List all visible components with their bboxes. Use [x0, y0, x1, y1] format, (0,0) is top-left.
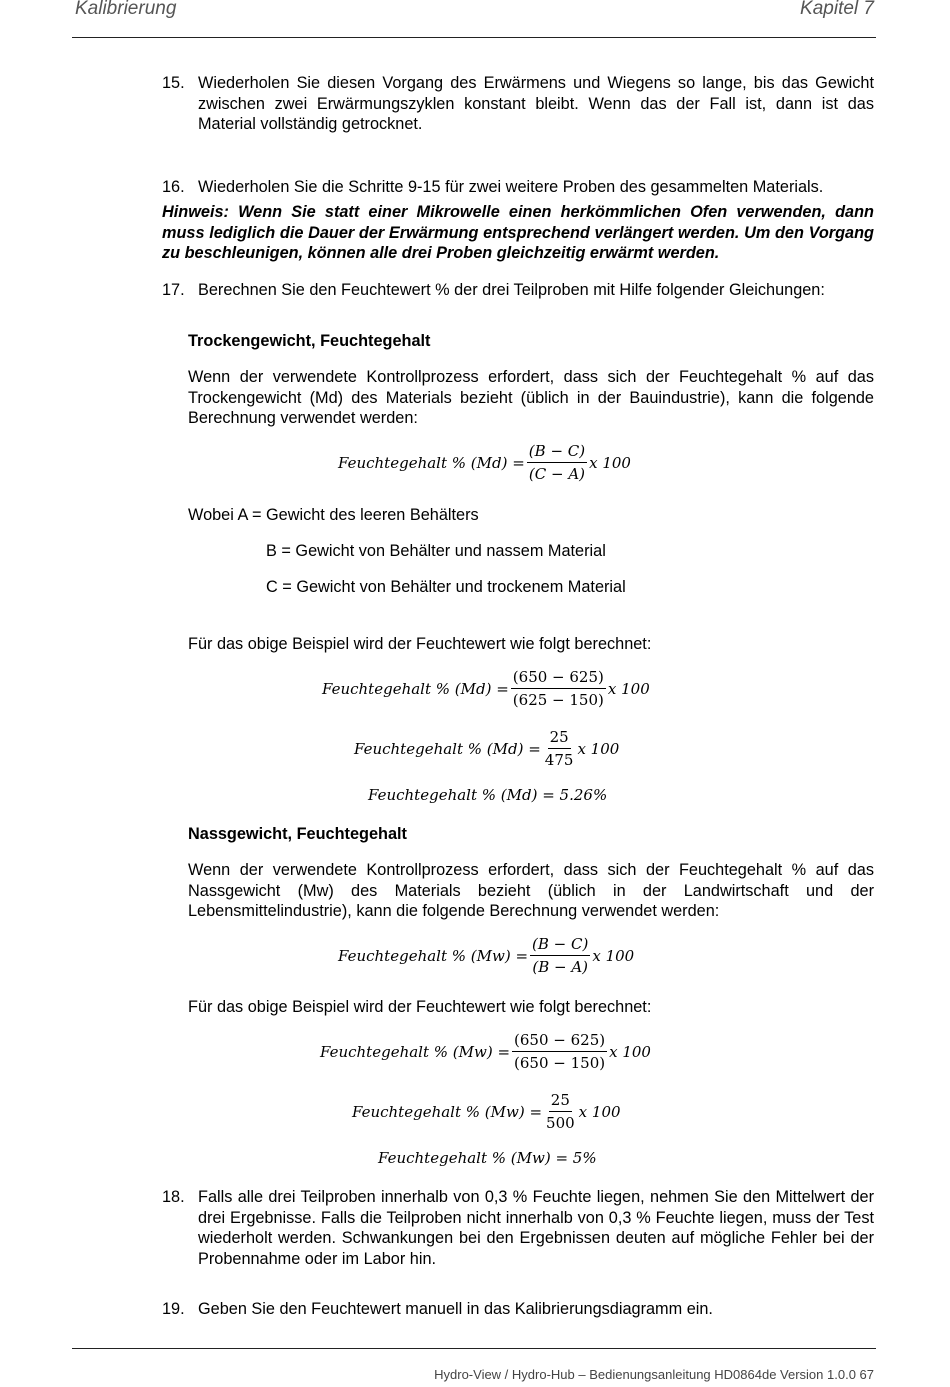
wet-ex1-fraction — [512, 1031, 607, 1072]
wet-ex1-lhs: Feuchtegehalt % (Mw) = — [320, 1042, 511, 1061]
wet-ex2-tail: x 100 — [578, 1102, 621, 1121]
step-17-number: 17. — [162, 281, 185, 299]
dry-ex2-tail: x 100 — [577, 739, 620, 758]
dry-ex2-fraction — [543, 728, 576, 769]
dry-example-2 — [354, 728, 619, 769]
wet-ex2-lhs: Feuchtegehalt % (Mw) = — [352, 1102, 543, 1121]
step-16-text: Wiederholen Sie die Schritte 9-15 für zwei weitere Proben des gesammelten Materials. — [198, 178, 824, 196]
wet-ex1-numerator: (650 − 625) — [512, 1031, 607, 1052]
dry-formula — [338, 442, 631, 483]
step-19-number: 19. — [162, 1300, 185, 1318]
where-a: Wobei A = Gewicht des leeren Behälters — [188, 506, 479, 524]
wet-formula-lhs: Feuchtegehalt % (Mw) = — [338, 946, 529, 965]
where-b: B = Gewicht von Behälter und nassem Material — [266, 542, 606, 560]
wet-example-1 — [320, 1031, 651, 1072]
dry-formula-tail: x 100 — [589, 453, 631, 472]
wet-weight-heading: Nassgewicht, Feuchtegehalt — [188, 825, 407, 843]
header-divider — [72, 37, 876, 38]
wet-example-2 — [352, 1091, 621, 1132]
header-chapter: Kapitel 7 — [800, 0, 874, 19]
dry-ex1-tail: x 100 — [607, 679, 650, 698]
step-16-number: 16. — [162, 178, 185, 196]
dry-ex1-fraction — [511, 668, 606, 709]
dry-ex1-lhs: Feuchtegehalt % (Md) = — [322, 679, 509, 698]
dry-formula-lhs: Feuchtegehalt % (Md) = — [338, 453, 525, 472]
header-section-title: Kalibrierung — [75, 0, 177, 19]
dry-weight-intro: Wenn der verwendete Kontrollprozess erfordert, dass sich der Feuchtegehalt % auf das Trockengewicht (Md) des Materials bezieht (üblich in der Bauindustrie), kann die folgende Berechnung verwendet werden: — [188, 368, 874, 427]
dry-formula-numerator: (B − C) — [527, 442, 587, 463]
wet-ex1-denominator: (650 − 150) — [514, 1054, 606, 1072]
wet-formula-numerator: (B − C) — [530, 935, 590, 956]
footer-text: Hydro-View / Hydro-Hub – Bedienungsanleitung HD0864de Version 1.0.0 67 — [434, 1367, 874, 1382]
wet-ex2-numerator: 25 — [549, 1091, 572, 1112]
wet-formula-tail: x 100 — [592, 946, 635, 965]
dry-example-1 — [322, 668, 650, 709]
dry-formula-fraction — [527, 442, 587, 483]
step-17-text: Berechnen Sie den Feuchtewert % der drei Teilproben mit Hilfe folgender Gleichungen: — [198, 281, 825, 299]
dry-ex2-numerator: 25 — [548, 728, 571, 749]
dry-ex1-numerator: (650 − 625) — [511, 668, 606, 689]
wet-formula — [338, 935, 634, 976]
wet-example-intro: Für das obige Beispiel wird der Feuchtewert wie folgt berechnet: — [188, 998, 652, 1016]
step-18-text: Falls alle drei Teilproben innerhalb von 0,3 % Feuchte liegen, nehmen Sie den Mittelwert der drei Ergebnisse. Falls die Teilproben nicht innerhalb von 0,3 % Feuchte liegen, muss der Test wiederholt werden. Schwankungen bei den Ergebnissen deuten auf mögliche Fehler bei der Probennahme oder im Labor hin. — [198, 1188, 874, 1268]
dry-example-intro: Für das obige Beispiel wird der Feuchtewert wie folgt berechnet: — [188, 635, 652, 653]
dry-ex1-denominator: (625 − 150) — [512, 691, 604, 709]
dry-ex2-denominator: 475 — [544, 751, 574, 769]
step-15-number: 15. — [162, 74, 185, 92]
wet-ex2-denominator: 500 — [546, 1114, 575, 1132]
footer-divider — [72, 1348, 876, 1349]
dry-weight-heading: Trockengewicht, Feuchtegehalt — [188, 332, 431, 350]
dry-result: Feuchtegehalt % (Md) = 5.26% — [368, 786, 608, 804]
wet-weight-intro: Wenn der verwendete Kontrollprozess erfordert, dass sich der Feuchtegehalt % auf das Nassgewicht (Mw) des Materials bezieht (üblich in der Landwirtschaft und der Lebensmittelindustrie), kann die folgende Berechnung verwendet werden: — [188, 861, 874, 920]
dry-formula-denominator: (C − A) — [528, 465, 586, 483]
hint-note: Hinweis: Wenn Sie statt einer Mikrowelle einen herkömmlichen Ofen verwenden, dann muss lediglich die Dauer der Erwärmung entsprechend verlängert werden. Um den Vorgang zu beschleunigen, können alle drei Proben gleichzeitig erwärmt werden. — [162, 203, 874, 262]
wet-formula-fraction — [530, 935, 590, 976]
wet-ex2-fraction — [544, 1091, 577, 1132]
step-18-number: 18. — [162, 1188, 185, 1206]
step-15-text: Wiederholen Sie diesen Vorgang des Erwärmens und Wiegens so lange, bis das Gewicht zwischen zwei Erwärmungszyklen konstant bleibt. Wenn das der Fall ist, dann ist das Material vollständig getrocknet. — [198, 74, 874, 133]
wet-result: Feuchtegehalt % (Mw) = 5% — [378, 1149, 597, 1167]
dry-ex2-lhs: Feuchtegehalt % (Md) = — [354, 739, 541, 758]
step-19-text: Geben Sie den Feuchtewert manuell in das Kalibrierungsdiagramm ein. — [198, 1300, 713, 1318]
wet-ex1-tail: x 100 — [609, 1042, 651, 1061]
where-c: C = Gewicht von Behälter und trockenem Material — [266, 578, 626, 596]
wet-formula-denominator: (B − A) — [532, 958, 589, 976]
